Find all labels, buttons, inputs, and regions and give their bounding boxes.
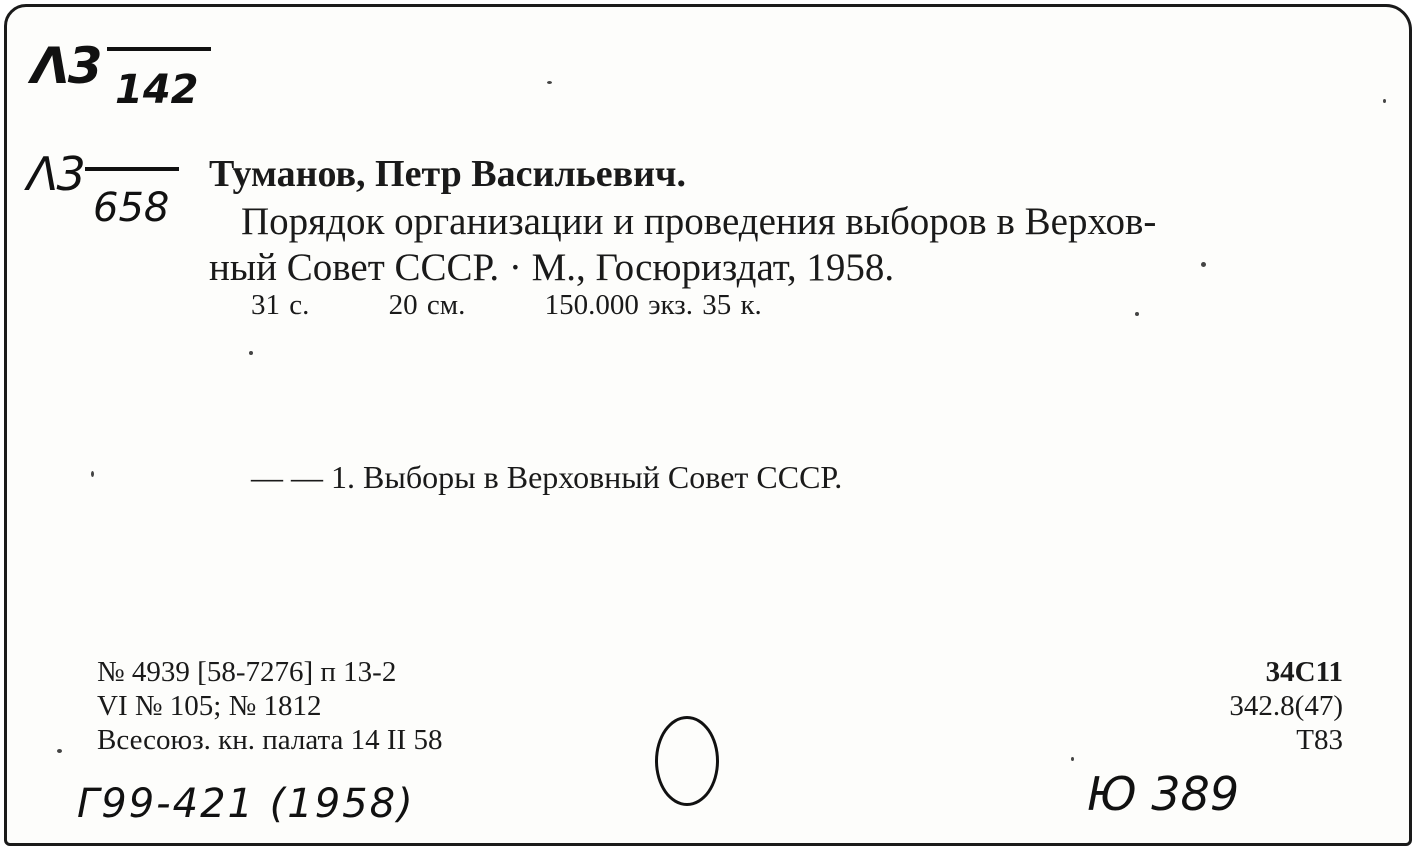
shelfmark-side-code: Λ3: [27, 147, 84, 201]
speck: [547, 81, 552, 84]
speck: [91, 471, 94, 477]
print-run-price: 150.000 экз. 35 к.: [544, 289, 762, 321]
title-line-2: ный Совет СССР. · М., Госюриздат, 1958.: [209, 246, 895, 289]
shelfmark-top-divider: [107, 47, 211, 51]
record-chamber: Всесоюз. кн. палата 14 II 58: [97, 724, 443, 756]
handwritten-accession-note: Г99-421 (1958): [77, 781, 415, 827]
title-line-1: Порядок организации и проведения выборов в Верхов-: [241, 200, 1157, 243]
speck: [1201, 262, 1206, 267]
shelfmark-top-code: Λ3: [31, 37, 101, 95]
record-series: VI № 105; № 1812: [97, 690, 322, 722]
speck: [1071, 757, 1074, 761]
speck: [1135, 312, 1139, 316]
pages: 31 с.: [251, 289, 310, 321]
catalog-card: [4, 4, 1412, 846]
classification-code: 34С11: [1265, 656, 1343, 688]
speck: [57, 749, 62, 753]
author-heading: Туманов, Петр Васильевич.: [209, 153, 686, 195]
shelfmark-side-divider: [85, 167, 179, 171]
udc-code: 342.8(47): [1229, 690, 1343, 722]
record-info: [97, 655, 442, 757]
classification-block: [1229, 655, 1343, 757]
speck: [1383, 99, 1386, 103]
shelfmark-top-number: 142: [115, 67, 199, 113]
shelfmark-side-number: 658: [93, 185, 170, 231]
card-punch-hole: [655, 716, 719, 806]
author-mark: Т83: [1296, 724, 1343, 756]
size: 20 см.: [388, 289, 466, 321]
record-number: № 4939 [58-7276] п 13-2: [97, 656, 397, 688]
speck: [249, 351, 253, 355]
handwritten-inventory-note: Ю 389: [1087, 767, 1240, 821]
subject-heading: — — 1. Выборы в Верховный Совет СССР.: [251, 459, 843, 495]
physical-description: [251, 289, 762, 322]
